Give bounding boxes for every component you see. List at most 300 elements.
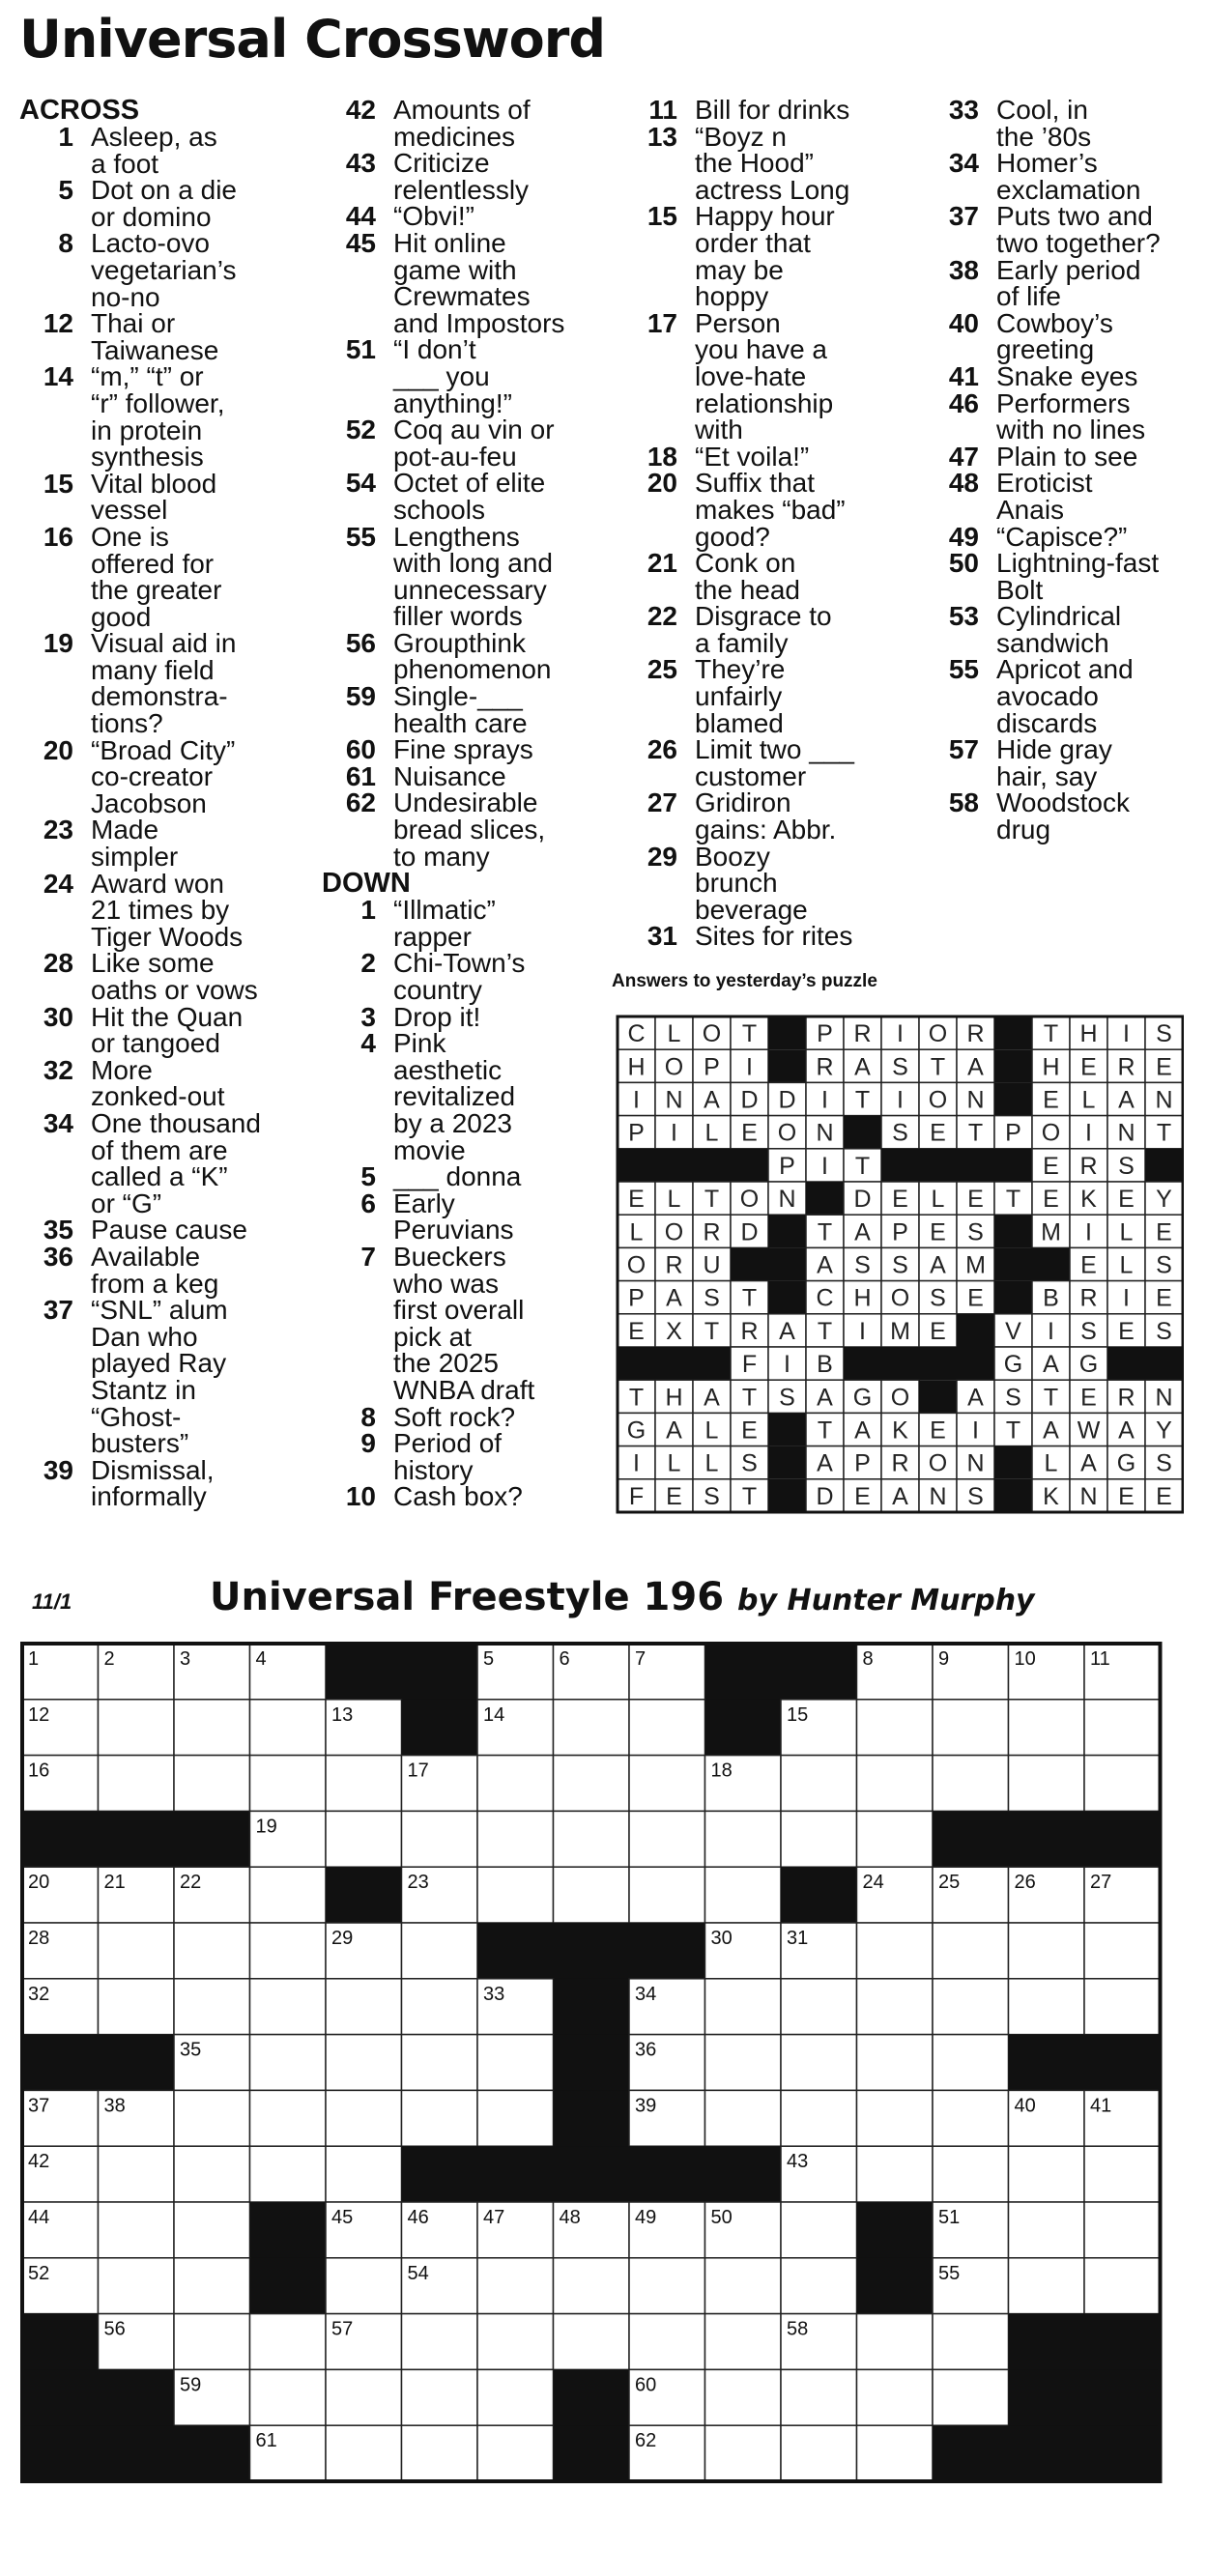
grid-cell[interactable] <box>250 1923 327 1979</box>
grid-number: 21 <box>103 1872 126 1894</box>
grid-black-cell <box>402 2146 478 2202</box>
grid-cell[interactable] <box>326 2425 402 2481</box>
clue-text-line: the greater <box>91 575 222 606</box>
grid-cell[interactable] <box>174 2146 250 2202</box>
clue-text-line: Person <box>695 307 781 338</box>
grid-cell[interactable] <box>933 2369 1009 2425</box>
clue-text-line: “Illmatic” <box>393 895 496 926</box>
grid-cell[interactable] <box>781 1756 857 1812</box>
grid-cell[interactable] <box>933 2146 1009 2202</box>
clue-number: 25 <box>647 654 677 685</box>
answer-letter: N <box>1079 1482 1098 1510</box>
grid-black-cell <box>1084 1811 1161 1867</box>
grid-cell[interactable] <box>629 1867 705 1923</box>
grid-cell[interactable] <box>554 1867 630 1923</box>
clue-text-line: Hide gray <box>996 734 1112 765</box>
answer-letter: Y <box>1156 1417 1172 1445</box>
answer-letter: A <box>1118 1417 1135 1445</box>
answer-letter: O <box>928 1086 948 1114</box>
grid-cell[interactable] <box>1009 2146 1085 2202</box>
grid-cell[interactable] <box>705 1811 782 1867</box>
grid-cell[interactable] <box>933 1923 1009 1979</box>
answer-letter: S <box>967 1218 984 1246</box>
grid-cell[interactable] <box>781 2035 857 2091</box>
grid-cell[interactable] <box>99 1979 175 2035</box>
clue <box>19 1241 309 1299</box>
grid-cell[interactable] <box>629 2314 705 2370</box>
grid-cell[interactable] <box>781 2090 857 2146</box>
clue-text-line: co-creator <box>91 761 214 792</box>
grid-cell[interactable] <box>326 1756 402 1812</box>
grid-cell[interactable] <box>402 2314 478 2370</box>
grid-number: 41 <box>1090 2095 1112 2117</box>
grid-black-cell <box>22 2425 99 2481</box>
grid-cell[interactable] <box>1009 1700 1085 1756</box>
grid-cell[interactable] <box>781 2425 857 2481</box>
answer-letter: A <box>1043 1417 1059 1445</box>
grid-cell[interactable] <box>174 1756 250 1812</box>
grid-cell[interactable] <box>477 2425 554 2481</box>
grid-number: 31 <box>787 1928 809 1949</box>
grid-cell[interactable] <box>99 2146 175 2202</box>
answer-letter: A <box>854 1053 871 1081</box>
grid-black-cell <box>933 1811 1009 1867</box>
clue-text-line: may be <box>695 254 784 285</box>
answer-black-cell <box>919 1347 957 1380</box>
answer-letter: I <box>859 1317 866 1345</box>
grid-cell[interactable] <box>554 1756 630 1812</box>
grid-cell[interactable] <box>174 2090 250 2146</box>
grid-cell[interactable] <box>629 2258 705 2314</box>
answer-letter: V <box>1005 1317 1021 1345</box>
grid-cell[interactable] <box>477 2258 554 2314</box>
grid-cell[interactable] <box>857 2146 934 2202</box>
grid-black-cell <box>1009 2369 1085 2425</box>
answer-letter: O <box>890 1384 910 1412</box>
grid-cell[interactable] <box>477 2035 554 2091</box>
grid-cell[interactable] <box>326 2258 402 2314</box>
clue <box>322 203 612 230</box>
answer-black-cell <box>881 1347 919 1380</box>
clue <box>322 897 612 950</box>
grid-cell[interactable] <box>250 1756 327 1812</box>
grid-cell[interactable] <box>933 1756 1009 1812</box>
clue-text-line: brunch <box>695 868 778 899</box>
clue-text-line: Plain to see <box>996 441 1138 472</box>
grid-cell[interactable] <box>705 2035 782 2091</box>
clue-text-line: anything!” <box>393 387 512 418</box>
answer-letter: A <box>930 1251 946 1279</box>
clue-text-line: Homer’s <box>996 148 1098 179</box>
grid-cell[interactable] <box>857 1979 934 2035</box>
clue-text-line: Undesirable <box>393 787 538 818</box>
answer-letter: T <box>1005 1417 1021 1445</box>
grid-cell[interactable] <box>250 2035 327 2091</box>
grid-cell[interactable] <box>857 2035 934 2091</box>
grid-cell[interactable] <box>933 1979 1009 2035</box>
grid-number: 47 <box>483 2207 505 2228</box>
grid-cell[interactable] <box>477 1811 554 1867</box>
answer-letter: S <box>892 1053 908 1081</box>
grid-cell[interactable] <box>174 2314 250 2370</box>
grid-cell[interactable] <box>1009 2258 1085 2314</box>
grid-cell[interactable] <box>1084 2146 1161 2202</box>
grid-cell[interactable] <box>250 2369 327 2425</box>
grid-cell[interactable] <box>933 1700 1009 1756</box>
answer-letter: H <box>853 1284 872 1312</box>
clue <box>322 760 612 791</box>
grid-cell[interactable] <box>99 1700 175 1756</box>
clue <box>623 923 913 950</box>
grid-cell[interactable] <box>99 2258 175 2314</box>
grid-cell[interactable] <box>781 2369 857 2425</box>
clue <box>19 1001 309 1059</box>
grid-cell[interactable] <box>933 2035 1009 2091</box>
grid-number: 34 <box>635 1983 657 2005</box>
clue <box>623 550 913 603</box>
clue-text-line: Bill for drinks <box>695 95 850 125</box>
clue <box>623 603 913 656</box>
grid-cell[interactable] <box>705 2090 782 2146</box>
grid-cell[interactable] <box>1084 1756 1161 1812</box>
clue <box>925 656 1195 736</box>
grid-cell[interactable] <box>326 1979 402 2035</box>
clue-text-line: the Hood” <box>695 148 814 179</box>
puzzle-byline: by Hunter Murphy <box>737 1584 1035 1617</box>
grid-cell[interactable] <box>99 1756 175 1812</box>
grid-black-cell <box>1084 2425 1161 2481</box>
clue-text-line: Happy hour <box>695 201 835 232</box>
grid-cell[interactable] <box>1009 1756 1085 1812</box>
grid-number: 2 <box>103 1648 115 1670</box>
clue <box>19 177 309 230</box>
answer-black-cell <box>994 1281 1032 1314</box>
clue-number: 33 <box>948 95 979 125</box>
grid-cell[interactable] <box>402 1811 478 1867</box>
grid-black-cell <box>22 2369 99 2425</box>
grid-cell[interactable] <box>1084 1979 1161 2035</box>
clue <box>322 1030 612 1163</box>
clue-text-line: by a 2023 <box>393 1107 512 1138</box>
grid-cell[interactable] <box>629 1700 705 1756</box>
clue-text-line: called a “K” <box>91 1161 228 1192</box>
grid-cell[interactable] <box>705 2258 782 2314</box>
grid-cell[interactable] <box>857 1756 934 1812</box>
grid-cell[interactable] <box>250 1979 327 2035</box>
clue <box>322 1483 612 1510</box>
grid-number: 35 <box>180 2039 202 2061</box>
grid-cell[interactable] <box>1009 1979 1085 2035</box>
clue-text-line: a family <box>695 627 789 658</box>
answer-letter: D <box>740 1218 759 1246</box>
clue-text-line: a foot <box>91 148 159 179</box>
clue-text-line: played Ray <box>91 1348 227 1379</box>
clue <box>19 868 309 952</box>
grid-cell[interactable] <box>933 2314 1009 2370</box>
answer-letter: S <box>1118 1152 1135 1180</box>
grid-cell[interactable] <box>629 1756 705 1812</box>
answer-black-cell <box>994 1215 1032 1247</box>
clue-number: 56 <box>345 627 376 658</box>
grid-number: 38 <box>103 2095 126 2117</box>
grid-cell[interactable] <box>554 2258 630 2314</box>
answer-letter: T <box>741 1482 758 1510</box>
grid-cell[interactable] <box>857 2090 934 2146</box>
grid-cell[interactable] <box>326 2090 402 2146</box>
grid-cell[interactable] <box>705 1867 782 1923</box>
answer-letter: C <box>627 1020 646 1048</box>
answer-letter: L <box>1044 1449 1058 1477</box>
grid-number: 7 <box>635 1648 647 1670</box>
grid-cell[interactable] <box>402 2090 478 2146</box>
grid-cell[interactable] <box>933 2090 1009 2146</box>
clue-text-line: synthesis <box>91 442 204 472</box>
grid-cell[interactable] <box>477 2090 554 2146</box>
grid-cell[interactable] <box>857 1811 934 1867</box>
clue <box>19 363 309 470</box>
clue-number: 19 <box>43 628 73 659</box>
clue-text-line: the head <box>695 574 800 605</box>
grid-cell[interactable] <box>174 1979 250 2035</box>
grid-cell[interactable] <box>1084 1700 1161 1756</box>
grid-cell[interactable] <box>477 1756 554 1812</box>
clue <box>925 603 1195 656</box>
grid-cell[interactable] <box>174 2258 250 2314</box>
clue-number: 12 <box>43 308 73 339</box>
grid-cell[interactable] <box>477 2314 554 2370</box>
clue-text-line: with long and <box>393 548 554 579</box>
clue-text-line: gains: Abbr. <box>695 815 837 845</box>
page-title: Universal Crossword <box>19 9 606 70</box>
answer-letter: P <box>704 1053 720 1081</box>
answer-black-cell <box>994 1049 1032 1082</box>
grid-cell[interactable] <box>857 1700 934 1756</box>
grid-cell[interactable] <box>781 1811 857 1867</box>
grid-cell[interactable] <box>857 2314 934 2370</box>
grid-cell[interactable] <box>477 1867 554 1923</box>
answer-letter: G <box>852 1384 873 1412</box>
grid-black-cell <box>1009 1811 1085 1867</box>
grid-cell[interactable] <box>174 2202 250 2258</box>
grid-cell[interactable] <box>781 2202 857 2258</box>
grid-cell[interactable] <box>326 2035 402 2091</box>
puzzle-date: 11/1 <box>32 1589 72 1614</box>
clue <box>19 124 309 177</box>
clue-text-line: Available <box>91 1241 201 1272</box>
grid-cell[interactable] <box>250 2090 327 2146</box>
grid-cell[interactable] <box>99 2202 175 2258</box>
grid-black-cell <box>99 2035 175 2091</box>
grid-cell[interactable] <box>326 2369 402 2425</box>
answer-letter: A <box>1080 1449 1097 1477</box>
clue-number: 55 <box>948 654 979 685</box>
grid-cell[interactable] <box>174 1700 250 1756</box>
grid-cell[interactable] <box>99 1923 175 1979</box>
clue <box>623 470 913 550</box>
clue-number: 55 <box>345 521 376 552</box>
answer-letter: A <box>817 1384 833 1412</box>
grid-black-cell <box>857 2258 934 2314</box>
clue <box>925 307 1195 365</box>
grid-cell[interactable] <box>326 1811 402 1867</box>
clue <box>19 310 309 363</box>
clue-text-line: They’re <box>695 654 786 685</box>
answer-letter: E <box>628 1317 645 1345</box>
grid-cell[interactable] <box>1084 2258 1161 2314</box>
clue-text-line: Made <box>91 815 159 845</box>
answer-letter: O <box>664 1218 684 1246</box>
grid-cell[interactable] <box>1084 2202 1161 2258</box>
answer-letter: E <box>741 1417 758 1445</box>
clue-text-line: tions? <box>91 708 163 739</box>
answer-letter: E <box>967 1186 984 1214</box>
clue-text-line: Gridiron <box>695 787 791 818</box>
answer-letter: S <box>854 1251 871 1279</box>
clue <box>623 841 913 925</box>
clue-number: 6 <box>360 1188 376 1218</box>
grid-number: 48 <box>559 2207 581 2228</box>
clue-text-line: Eroticist <box>996 468 1093 499</box>
answer-black-cell <box>844 1347 881 1380</box>
grid-cell[interactable] <box>781 2258 857 2314</box>
clue <box>322 336 612 416</box>
grid-number: 18 <box>710 1760 733 1782</box>
answer-letter: S <box>704 1482 720 1510</box>
answer-letter: O <box>702 1020 722 1048</box>
grid-black-cell <box>1084 2035 1161 2091</box>
grid-number: 5 <box>483 1648 495 1670</box>
clue-text-line: More <box>91 1054 153 1085</box>
grid-black-cell <box>1009 2314 1085 2370</box>
grid-number: 14 <box>483 1703 505 1726</box>
answer-black-cell <box>768 1413 806 1445</box>
grid-black-cell <box>554 1979 630 2035</box>
clue-text-line: Bolt <box>996 574 1044 605</box>
clue-text-line: schools <box>393 494 485 525</box>
grid-number: 46 <box>407 2207 429 2228</box>
clue-number: 30 <box>43 1001 73 1032</box>
clue-text-line: discards <box>996 707 1098 738</box>
grid-cell[interactable] <box>1009 2202 1085 2258</box>
grid-cell[interactable] <box>705 2314 782 2370</box>
answer-black-cell <box>768 1016 806 1049</box>
clue-text-line: Lacto-ovo <box>91 228 210 259</box>
clue-text-line: Sites for rites <box>695 921 853 952</box>
grid-cell[interactable] <box>857 2369 934 2425</box>
clue-number: 34 <box>948 148 979 179</box>
grid-cell[interactable] <box>402 1923 478 1979</box>
answer-letter: K <box>892 1417 908 1445</box>
clue <box>322 1430 612 1483</box>
clue-text-line: or domino <box>91 201 212 232</box>
answer-letter: O <box>928 1020 948 1048</box>
answer-black-cell <box>768 1479 806 1512</box>
answer-letter: R <box>703 1218 721 1246</box>
grid-cell[interactable] <box>1009 1923 1085 1979</box>
clue <box>19 1216 309 1244</box>
grid-cell[interactable] <box>402 2035 478 2091</box>
clue-text-line: avocado <box>996 681 1099 712</box>
grid-cell[interactable] <box>857 2425 934 2481</box>
grid-cell[interactable] <box>250 1867 327 1923</box>
answer-letter: L <box>1081 1086 1096 1114</box>
grid-black-cell <box>933 2425 1009 2481</box>
answer-letter: M <box>965 1251 986 1279</box>
grid-cell[interactable] <box>705 2425 782 2481</box>
answer-letter: I <box>633 1449 640 1477</box>
clue-text-line: makes “bad” <box>695 494 846 525</box>
answer-letter: D <box>778 1086 796 1114</box>
grid-cell[interactable] <box>705 2369 782 2425</box>
grid-cell[interactable] <box>857 1923 934 1979</box>
grid-cell[interactable] <box>326 2146 402 2202</box>
grid-cell[interactable] <box>554 2314 630 2370</box>
answer-letter: P <box>628 1284 645 1312</box>
clue-number: 27 <box>647 787 677 818</box>
answer-letter: S <box>741 1449 758 1477</box>
grid-number: 22 <box>180 1872 202 1894</box>
clue-number: 4 <box>360 1028 376 1059</box>
answer-black-cell <box>768 1446 806 1479</box>
grid-cell[interactable] <box>250 1700 327 1756</box>
grid-cell[interactable] <box>402 2425 478 2481</box>
grid-number: 37 <box>28 2095 50 2117</box>
grid-cell[interactable] <box>554 1700 630 1756</box>
clue-text-line: drug <box>996 815 1051 845</box>
answer-letter: P <box>892 1218 908 1246</box>
clue-text-line: actress Long <box>695 174 850 205</box>
grid-cell[interactable] <box>554 1811 630 1867</box>
grid-cell[interactable] <box>174 1923 250 1979</box>
answer-black-cell <box>768 1281 806 1314</box>
grid-cell[interactable] <box>1084 1923 1161 1979</box>
clue-text-line: Criticize <box>393 148 490 179</box>
grid-number: 25 <box>938 1872 961 1894</box>
clue-number: 1 <box>360 895 376 926</box>
grid-cell[interactable] <box>402 2369 478 2425</box>
clue-text-line: Anais <box>996 494 1065 525</box>
grid-cell[interactable] <box>781 1979 857 2035</box>
answer-black-cell <box>994 1149 1032 1182</box>
clue-text-line: the 2025 <box>393 1348 499 1379</box>
answer-letter: D <box>853 1186 872 1214</box>
clue-text-line: Dismissal, <box>91 1454 215 1485</box>
clue-number: 15 <box>647 201 677 232</box>
clue <box>19 521 309 632</box>
answer-letter: U <box>703 1251 721 1279</box>
clue-number: 40 <box>948 307 979 338</box>
answer-letter: E <box>930 1417 946 1445</box>
clue-text-line: of life <box>996 281 1061 312</box>
clue <box>322 950 612 1003</box>
grid-cell[interactable] <box>629 1811 705 1867</box>
grid-cell[interactable] <box>705 1979 782 2035</box>
grid-number: 16 <box>28 1760 50 1782</box>
grid-cell[interactable] <box>250 2146 327 2202</box>
grid-number: 50 <box>710 2207 733 2228</box>
grid-number: 39 <box>635 2095 657 2117</box>
grid-number: 17 <box>407 1760 429 1782</box>
grid-cell[interactable] <box>250 2314 327 2370</box>
clue-text-line: Peruvians <box>393 1215 514 1245</box>
clue-text-line: Asleep, as <box>91 122 217 152</box>
clue-number: 44 <box>345 201 376 232</box>
grid-cell[interactable] <box>402 1979 478 2035</box>
clue-number: 21 <box>647 548 677 579</box>
grid-cell[interactable] <box>477 2369 554 2425</box>
answer-letter: T <box>1156 1119 1172 1147</box>
grid-black-cell <box>554 2369 630 2425</box>
